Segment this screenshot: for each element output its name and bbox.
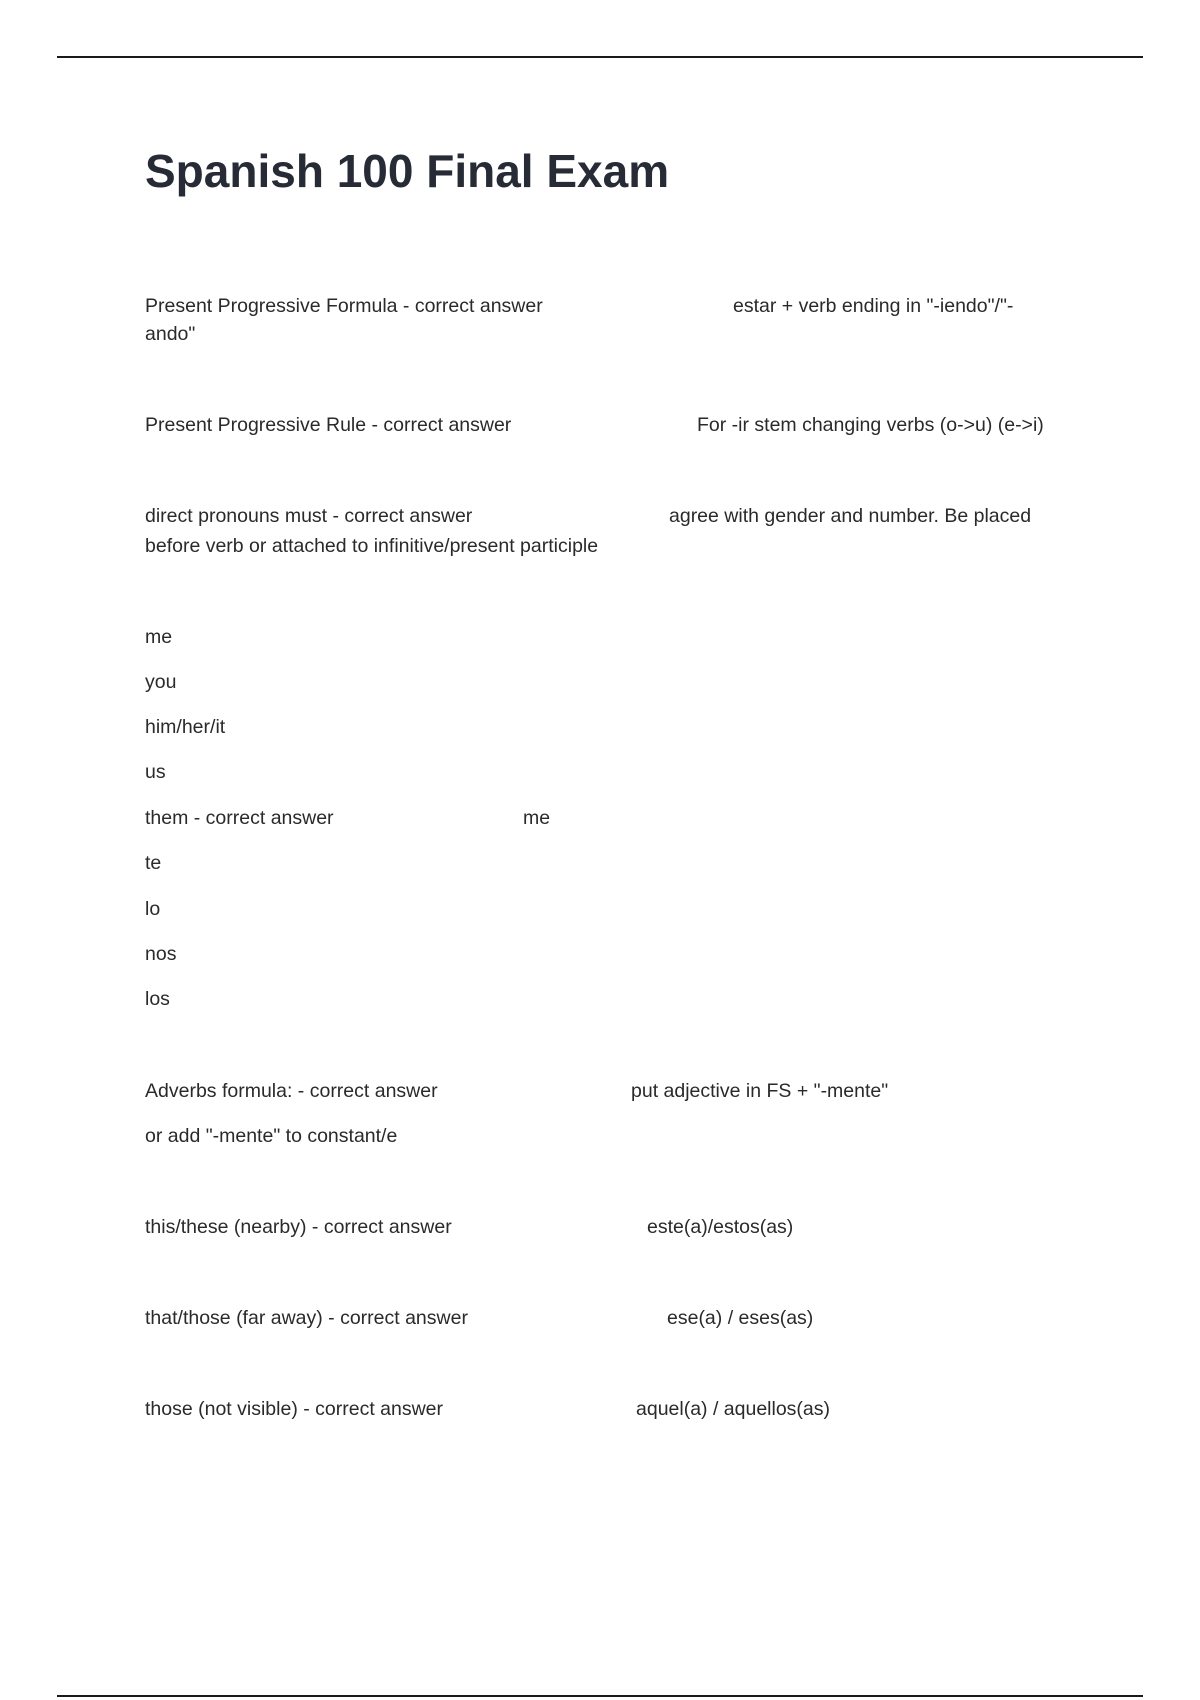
card-term: Present Progressive Rule - correct answer xyxy=(145,414,512,436)
card-term: that/those (far away) - correct answer xyxy=(145,1307,468,1329)
card-term-line: me xyxy=(145,626,173,648)
card-term-line: him/her/it xyxy=(145,716,226,738)
card-term-line: us xyxy=(145,761,166,783)
card-answer: agree with gender and number. Be placed xyxy=(669,505,1032,527)
card-answer: put adjective in FS + "-mente" xyxy=(631,1080,889,1102)
card-answer-continued: ando" xyxy=(145,323,196,345)
card-answer-continued: or add "-mente" to constant/e xyxy=(145,1125,398,1147)
card-answer-continued: before verb or attached to infinitive/present participle xyxy=(145,535,599,557)
card-answer: este(a)/estos(as) xyxy=(647,1216,794,1238)
card-answer-line: los xyxy=(145,988,170,1010)
card-term: direct pronouns must - correct answer xyxy=(145,505,473,527)
card-answer: ese(a) / eses(as) xyxy=(667,1307,814,1329)
bottom-rule xyxy=(57,1695,1143,1697)
card-answer: me xyxy=(523,807,551,829)
card-term: this/these (nearby) - correct answer xyxy=(145,1216,452,1238)
card-answer-line: nos xyxy=(145,943,177,965)
top-rule xyxy=(57,56,1143,58)
card-answer-line: lo xyxy=(145,898,161,920)
card-answer: aquel(a) / aquellos(as) xyxy=(636,1398,831,1420)
card-answer-line: te xyxy=(145,852,162,874)
card-term: those (not visible) - correct answer xyxy=(145,1398,444,1420)
card-term-line: you xyxy=(145,671,177,693)
page-title: Spanish 100 Final Exam xyxy=(145,145,670,197)
card-answer: estar + verb ending in "-iendo"/"- xyxy=(733,295,1014,317)
card-term: them - correct answer xyxy=(145,807,334,829)
card-answer: For -ir stem changing verbs (o->u) (e->i) xyxy=(697,414,1044,436)
card-term: Adverbs formula: - correct answer xyxy=(145,1080,438,1102)
card-term: Present Progressive Formula - correct answer xyxy=(145,295,543,317)
